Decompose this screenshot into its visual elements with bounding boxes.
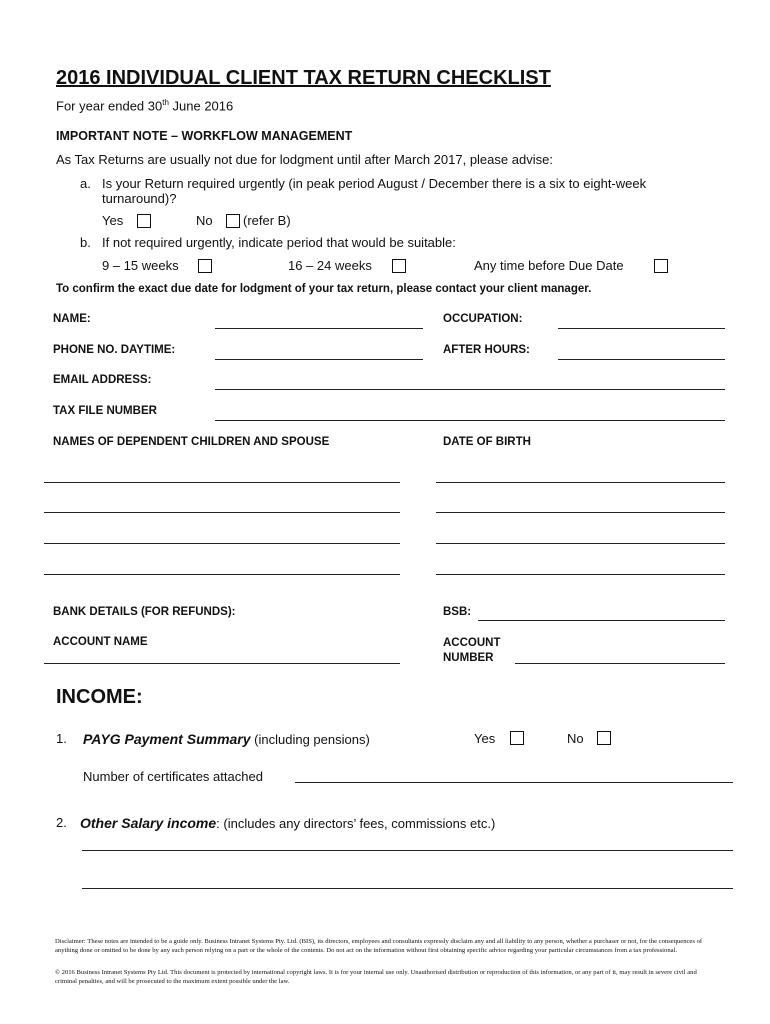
- bsb-label: BSB:: [443, 606, 472, 618]
- item-b-marker: b.: [80, 235, 91, 250]
- urgent-yes-checkbox[interactable]: [137, 214, 151, 228]
- payg-no-checkbox[interactable]: [597, 731, 611, 745]
- payg-yes-checkbox[interactable]: [510, 731, 524, 745]
- period-any-label: Any time before Due Date: [474, 258, 624, 273]
- urgent-no-checkbox[interactable]: [226, 214, 240, 228]
- urgent-yes-label: Yes: [102, 213, 124, 228]
- occupation-label: OCCUPATION:: [443, 313, 523, 325]
- email-field[interactable]: [215, 389, 725, 390]
- dependent-dob-field-1[interactable]: [436, 482, 725, 483]
- dependent-dob-field-4[interactable]: [436, 574, 725, 575]
- dependent-dob-field-3[interactable]: [436, 543, 725, 544]
- certificates-field[interactable]: [295, 782, 733, 783]
- dependent-name-field-1[interactable]: [44, 482, 400, 483]
- other-salary-item: [80, 815, 495, 831]
- period-16-24-checkbox[interactable]: [392, 259, 406, 273]
- occupation-field[interactable]: [558, 328, 725, 329]
- copyright-text: © 2016 Business Intranet Systems Pty Ltd. This document is protected by international copyright laws. It is for your internal use only. Unauthorised distribution or reproduction of this information, or any part of it, may result in severe civil and criminal penalties, and will be prosecuted to the maximum extent possible under the law.: [55, 969, 697, 985]
- item-a-text-line1: Is your Return required urgently (in peak period August / December there is a six to eight-week: [102, 176, 647, 191]
- after-hours-label: AFTER HOURS:: [443, 344, 530, 356]
- other-salary-field-2[interactable]: [82, 888, 733, 889]
- refer-b-label: (refer B): [243, 213, 291, 228]
- dob-label: DATE OF BIRTH: [443, 436, 531, 448]
- name-field[interactable]: [215, 328, 423, 329]
- tfn-field[interactable]: [215, 420, 725, 421]
- confirm-note: To confirm the exact due date for lodgment of your tax return, please contact your client manager.: [56, 283, 592, 295]
- payg-note: (including pensions): [250, 732, 370, 747]
- payg-yes-label: Yes: [474, 731, 496, 746]
- dependent-dob-field-2[interactable]: [436, 512, 725, 513]
- bsb-field[interactable]: [478, 620, 725, 621]
- payg-no-label: No: [567, 731, 584, 746]
- after-hours-field[interactable]: [558, 359, 725, 360]
- other-salary-note: : (includes any directors’ fees, commissions etc.): [216, 816, 496, 831]
- dependent-name-field-3[interactable]: [44, 543, 400, 544]
- dependent-name-field-4[interactable]: [44, 574, 400, 575]
- subtitle-prefix: For year ended 30: [56, 98, 163, 114]
- period-any-checkbox[interactable]: [654, 259, 668, 273]
- account-name-field[interactable]: [44, 663, 400, 664]
- account-name-label: ACCOUNT NAME: [53, 636, 148, 648]
- income-heading: INCOME:: [56, 686, 143, 708]
- disclaimer-text: Disclaimer: These notes are intended to be a guide only. Business Intranet Systems Pty. Ltd. (BIS), its directors, employees and consultants expressly disclaim any and all liability to any person, whether a purchaser or not, for the consequences of anything done or omitted to be done by any such person relying on a part or the whole of the contents. Do not act on the information without first obtaining specific advice regarding your particular circumstances from a tax professional.: [55, 938, 703, 954]
- item-b-text: If not required urgently, indicate period that would be suitable:: [102, 235, 456, 250]
- income-item2-number: 2.: [56, 815, 67, 830]
- bank-details-label: BANK DETAILS (FOR REFUNDS):: [53, 606, 236, 618]
- account-number-label-line1: ACCOUNT: [443, 637, 501, 649]
- other-salary-title: Other Salary income: [80, 815, 217, 831]
- phone-daytime-field[interactable]: [215, 359, 423, 360]
- year-ended-text: [56, 98, 233, 113]
- account-number-field[interactable]: [515, 663, 725, 664]
- tfn-label: TAX FILE NUMBER: [53, 405, 157, 417]
- page-title: 2016 INDIVIDUAL CLIENT TAX RETURN CHECKLIST: [56, 67, 551, 89]
- certificates-label: Number of certificates attached: [83, 769, 263, 784]
- payg-title: PAYG Payment Summary: [83, 731, 251, 747]
- period-9-15-checkbox[interactable]: [198, 259, 212, 273]
- email-label: EMAIL ADDRESS:: [53, 374, 152, 386]
- other-salary-field-1[interactable]: [82, 850, 733, 851]
- period-16-24-label: 16 – 24 weeks: [288, 258, 372, 273]
- dependent-name-field-2[interactable]: [44, 512, 400, 513]
- income-item1-number: 1.: [56, 731, 67, 746]
- dependents-label: NAMES OF DEPENDENT CHILDREN AND SPOUSE: [53, 436, 330, 448]
- account-number-label-line2: NUMBER: [443, 652, 494, 664]
- item-a-text-line2: turnaround)?: [102, 191, 177, 206]
- payg-item: [83, 731, 370, 747]
- workflow-heading: IMPORTANT NOTE – WORKFLOW MANAGEMENT: [56, 129, 353, 143]
- account-number-label: [443, 636, 501, 666]
- subtitle-sup: th: [162, 98, 169, 107]
- urgent-no-label: No: [196, 213, 213, 228]
- workflow-intro: As Tax Returns are usually not due for lodgment until after March 2017, please advise:: [56, 152, 553, 167]
- name-label: NAME:: [53, 313, 91, 325]
- subtitle-suffix: June 2016: [168, 98, 234, 114]
- phone-daytime-label: PHONE NO. DAYTIME:: [53, 344, 176, 356]
- period-9-15-label: 9 – 15 weeks: [102, 258, 179, 273]
- item-a-marker: a.: [80, 176, 91, 191]
